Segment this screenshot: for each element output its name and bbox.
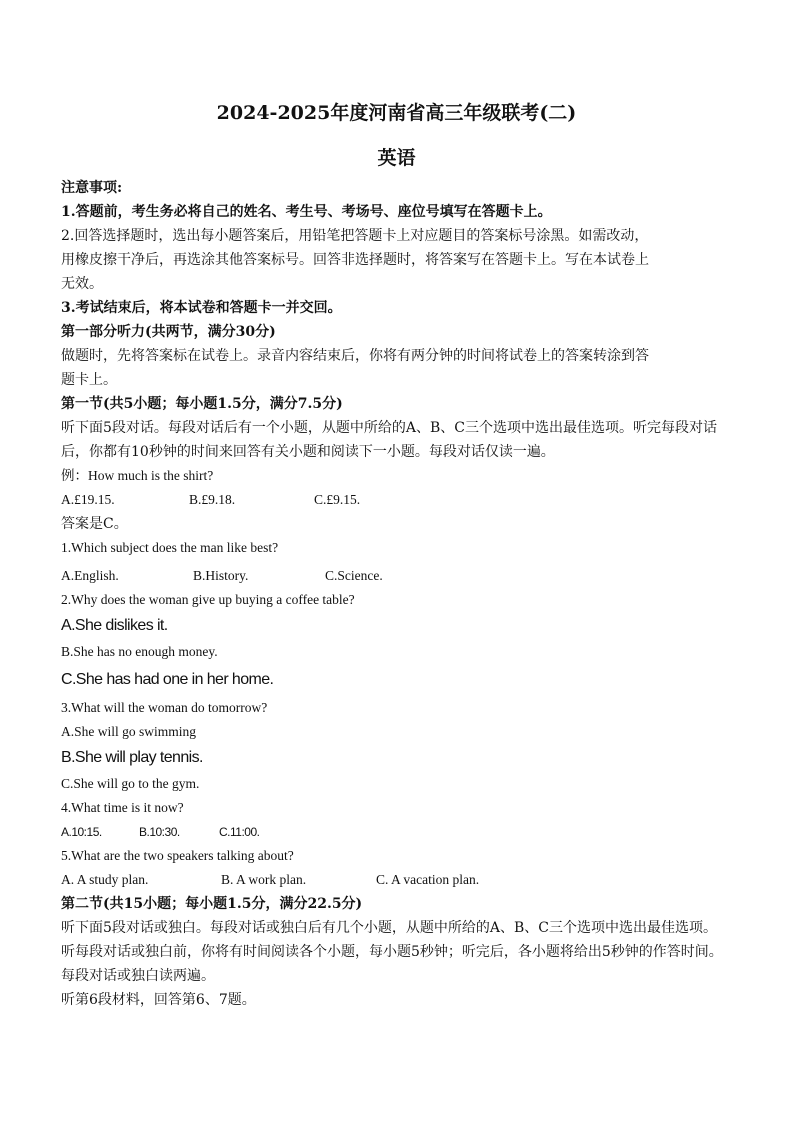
note-item-2-line-3: 无效。 (61, 276, 103, 292)
section2-intro-line-1: 听下面5段对话或独白。每段对话或独白后有几个小题，从题中所给的A、B、C三个选项中选出最佳选项。 (61, 920, 718, 936)
part1-intro-line-1: 做题时，先将答案标在试卷上。录音内容结束后，你将有两分钟的时间将试卷上的答案转涂到答 (61, 348, 649, 364)
question-2: 2.Why does the woman give up buying a coffee table? (61, 592, 355, 607)
q1-option-c: C.Science. (325, 568, 383, 583)
q2-option-c: C.She has had one in her home. (61, 671, 274, 688)
part1-heading: 第一部分听力(共两节，满分30分) (61, 324, 276, 340)
example-option-a: A.£19.15. (61, 492, 115, 507)
q1-option-a: A.English. (61, 568, 119, 583)
part1-intro-line-2: 题卡上。 (61, 372, 117, 388)
example-answer: 答案是C。 (61, 516, 128, 532)
section2-heading: 第二节(共15小题；每小题1.5分，满分22.5分) (61, 896, 363, 912)
q4-option-b: B.10:30. (139, 825, 180, 839)
q5-option-c: C. A vacation plan. (376, 872, 480, 887)
material-6-instruction: 听第6段材料，回答第6、7题。 (61, 992, 256, 1008)
subject-title: 英语 (377, 147, 416, 169)
example-option-c: C.£9.15. (314, 492, 361, 507)
section2-intro-line-3: 每段对话或独白读两遍。 (61, 968, 215, 984)
q1-option-b: B.History. (193, 568, 249, 583)
q2-option-b: B.She has no enough money. (61, 644, 218, 659)
q3-option-c: C.She will go to the gym. (61, 776, 200, 791)
example-options (61, 488, 737, 512)
q4-option-c: C.11:00. (219, 825, 260, 839)
q3-option-b: B.She will play tennis. (61, 749, 203, 766)
section2-intro-line-2: 听每段对话或独白前，你将有时间阅读各个小题，每小题5秒钟；听完后，各小题将给出5秒钟的作答时间。 (61, 944, 723, 960)
question-3: 3.What will the woman do tomorrow? (61, 700, 268, 715)
question-4: 4.What time is it now? (61, 800, 184, 815)
example-option-b: B.£9.18. (189, 492, 236, 507)
exam-body (61, 176, 737, 1012)
example-question: 例：How much is the shirt? (61, 468, 214, 483)
question-5-options (61, 868, 737, 892)
q2-option-a: A.She dislikes it. (61, 617, 168, 634)
section1-heading: 第一节(共5小题；每小题1.5分，满分7.5分) (61, 396, 343, 412)
q5-option-a: A. A study plan. (61, 872, 149, 887)
notes-heading: 注意事项: (61, 180, 123, 196)
exam-title: 2024-2025年度河南省高三年级联考(二) (216, 102, 577, 124)
question-1: 1.Which subject does the man like best? (61, 540, 279, 555)
note-item-2-line-2: 用橡皮擦干净后，再选涂其他答案标号。回答非选择题时，将答案写在答题卡上。写在本试卷上 (61, 252, 649, 268)
note-item-3: 3.考试结束后，将本试卷和答题卡一并交回。 (61, 300, 342, 316)
q4-option-a: A.10:15. (61, 825, 102, 839)
q3-option-a: A.She will go swimming (61, 724, 197, 739)
note-item-1: 1.答题前，考生务必将自己的姓名、考生号、考场号、座位号填写在答题卡上。 (61, 204, 552, 220)
question-4-options (61, 820, 737, 844)
section1-intro-line-1: 听下面5段对话。每段对话后有一个小题，从题中所给的A、B、C三个选项中选出最佳选项。听完每段对话 (61, 420, 718, 436)
q5-option-b: B. A work plan. (221, 872, 307, 887)
question-5: 5.What are the two speakers talking about? (61, 848, 294, 863)
question-1-options (61, 564, 737, 588)
section1-intro-line-2: 后，你都有10秒钟的时间来回答有关小题和阅读下一小题。每段对话仅读一遍。 (61, 444, 555, 460)
note-item-2-line-1: 2.回答选择题时，选出每小题答案后，用铅笔把答题卡上对应题目的答案标号涂黑。如需改动， (61, 228, 649, 244)
